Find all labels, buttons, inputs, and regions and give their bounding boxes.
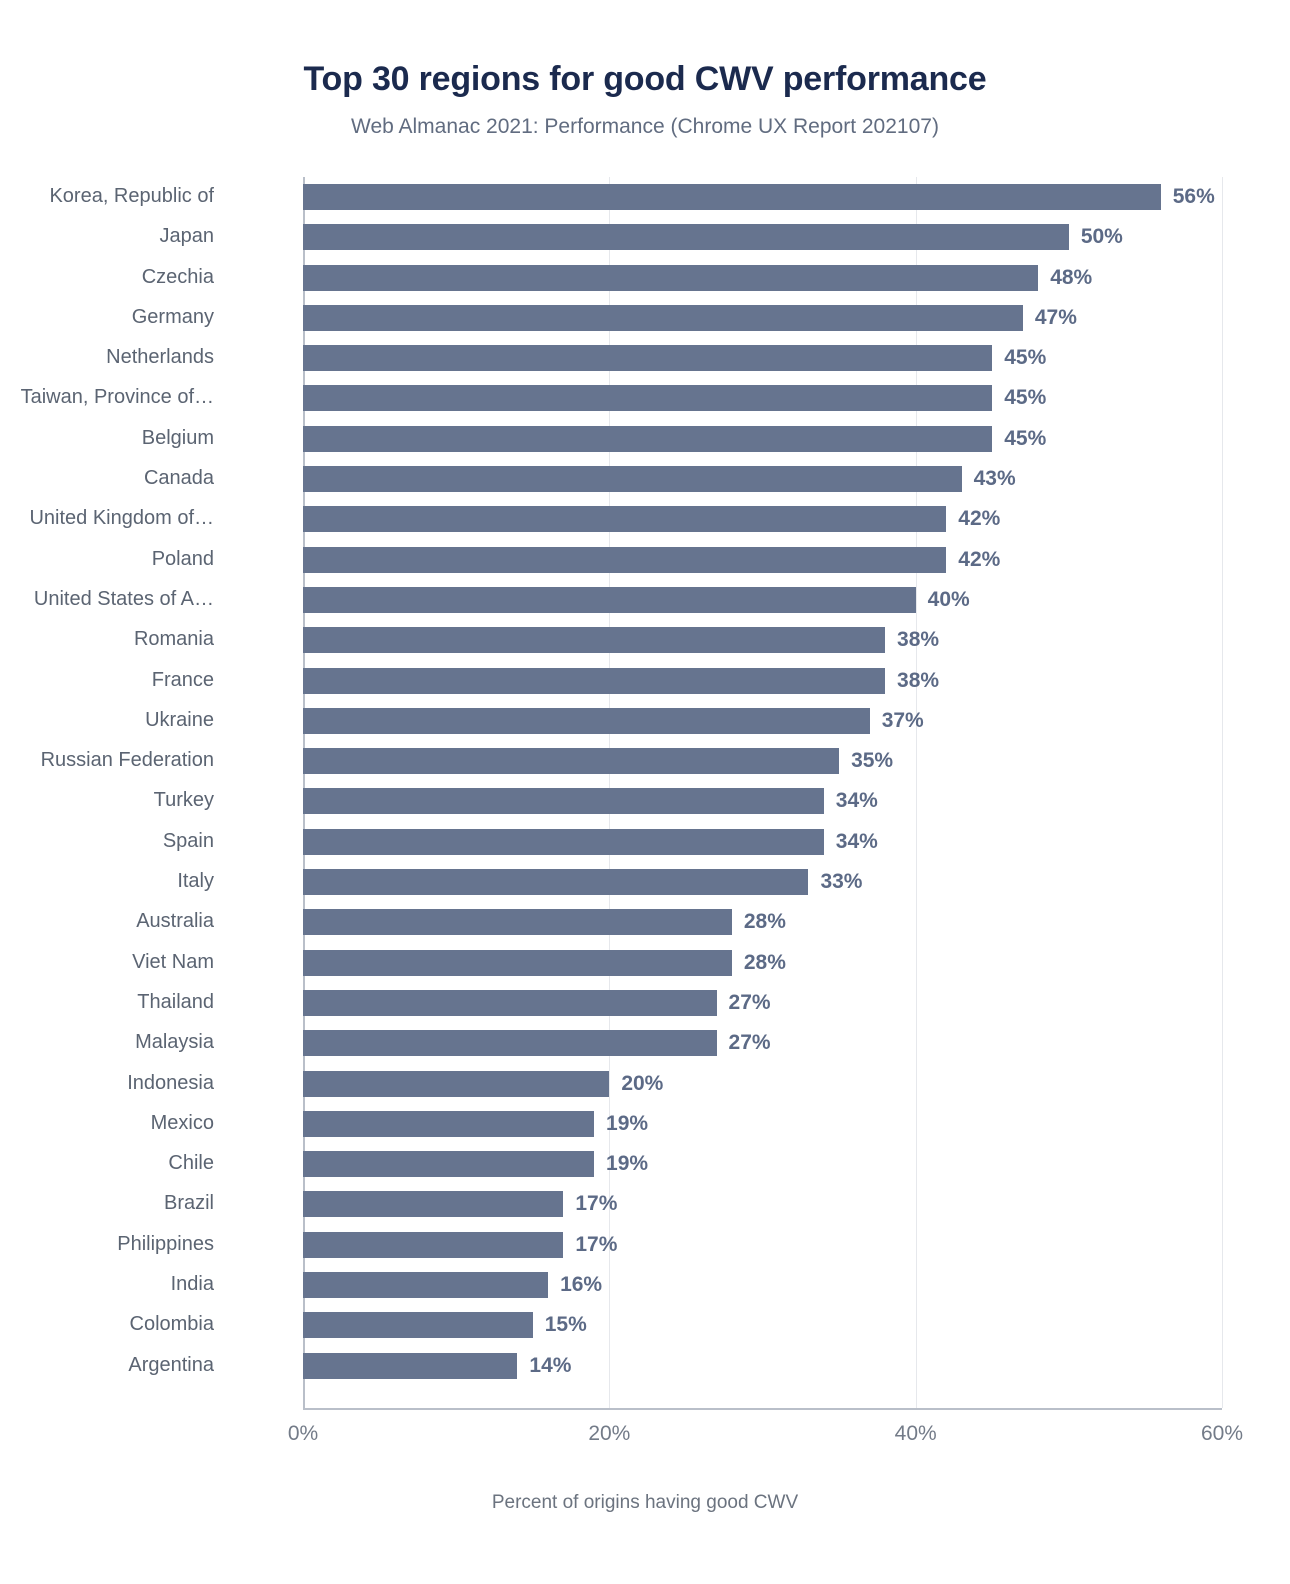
category-label: Taiwan, Province of… — [20, 386, 214, 409]
category-label: Malaysia — [135, 1031, 214, 1054]
bar[interactable] — [303, 708, 870, 734]
bar-value-label: 27% — [728, 1031, 771, 1055]
bar-value-label: 38% — [897, 628, 940, 652]
category-label: Czechia — [141, 265, 214, 288]
bar-row[interactable] — [129, 1305, 1222, 1345]
category-label: Poland — [151, 547, 214, 570]
bar[interactable] — [303, 305, 1023, 331]
category-label: Mexico — [150, 1111, 214, 1134]
category-label: Chile — [168, 1152, 214, 1175]
x-axis-line — [303, 1408, 1222, 1410]
bar[interactable] — [303, 547, 946, 573]
category-label: Colombia — [129, 1313, 214, 1336]
bar-row[interactable] — [151, 661, 1222, 701]
bar[interactable] — [303, 1071, 609, 1097]
bar-row[interactable] — [151, 540, 1222, 580]
bar-value-label: 45% — [1004, 386, 1047, 410]
category-label: Argentina — [128, 1353, 214, 1376]
bar-row[interactable] — [20, 378, 1222, 418]
page-title: Top 30 regions for good CWV performance — [303, 60, 987, 98]
x-tick-label: 0% — [287, 1422, 319, 1445]
bar-value-label: 15% — [544, 1313, 587, 1337]
bar[interactable] — [303, 869, 808, 895]
category-label: Spain — [162, 829, 214, 852]
bar-row[interactable] — [128, 1346, 1222, 1386]
category-label: Netherlands — [106, 346, 214, 369]
category-label: United Kingdom of… — [29, 507, 214, 530]
category-label: France — [151, 668, 214, 691]
x-tick-label: 60% — [1200, 1422, 1244, 1445]
bar-row[interactable] — [141, 258, 1222, 298]
category-label: Germany — [131, 305, 214, 328]
bar[interactable] — [303, 1151, 594, 1177]
bar-value-label: 28% — [743, 950, 786, 974]
bar-row[interactable] — [49, 177, 1222, 217]
bar-value-label: 17% — [575, 1192, 618, 1216]
bar[interactable] — [303, 426, 992, 452]
bar-value-label: 19% — [606, 1111, 649, 1135]
bar-value-label: 38% — [897, 668, 940, 692]
category-label: United States of A… — [33, 587, 214, 610]
bar[interactable] — [303, 950, 732, 976]
bar-row[interactable] — [163, 1184, 1222, 1224]
bar[interactable] — [303, 788, 824, 814]
bar-value-label: 40% — [927, 587, 970, 611]
bar[interactable] — [303, 385, 992, 411]
bar-value-label: 47% — [1034, 305, 1077, 329]
x-tick-label: 40% — [894, 1422, 937, 1445]
bar-row[interactable] — [127, 1064, 1222, 1104]
page-subtitle: Web Almanac 2021: Performance (Chrome UX Report 202107) — [351, 115, 939, 138]
bar-row[interactable] — [159, 217, 1222, 257]
bar-value-label: 34% — [835, 789, 878, 813]
bar-row[interactable] — [145, 701, 1222, 741]
bar[interactable] — [303, 1191, 563, 1217]
bar[interactable] — [303, 829, 824, 855]
bar-value-label: 27% — [728, 990, 771, 1014]
bar-value-label: 28% — [743, 910, 786, 934]
category-label: Australia — [136, 910, 214, 933]
category-label: Brazil — [163, 1192, 214, 1215]
category-label: Canada — [143, 467, 214, 490]
plot-area — [20, 177, 1222, 1408]
category-label: Romania — [133, 628, 214, 651]
category-label: Belgium — [141, 426, 214, 449]
category-label: Thailand — [137, 990, 214, 1013]
bar[interactable] — [303, 909, 732, 935]
bar-value-label: 50% — [1080, 225, 1123, 249]
bar[interactable] — [303, 466, 962, 492]
bar-value-label: 45% — [1004, 346, 1047, 370]
bar-value-label: 43% — [973, 467, 1016, 491]
category-label: Italy — [177, 870, 214, 893]
bar-value-label: 42% — [958, 507, 1001, 531]
bar-value-label: 42% — [958, 547, 1001, 571]
bar-row[interactable] — [131, 298, 1222, 338]
category-label: Ukraine — [145, 708, 214, 731]
gridline — [1222, 177, 1223, 1408]
bar-value-label: 19% — [606, 1152, 649, 1176]
bar-value-label: 45% — [1004, 426, 1047, 450]
x-axis-label: Percent of origins having good CWV — [491, 1492, 799, 1513]
bar-value-label: 35% — [851, 749, 894, 773]
bar-row[interactable] — [29, 499, 1222, 539]
bar-row[interactable] — [135, 1023, 1222, 1063]
category-label: India — [170, 1273, 214, 1296]
bar-value-label: 14% — [529, 1353, 572, 1377]
bar-value-label: 34% — [835, 829, 878, 853]
category-label: Viet Nam — [132, 950, 214, 973]
bar[interactable] — [303, 1272, 548, 1298]
bar[interactable] — [303, 1232, 563, 1258]
bar[interactable] — [303, 1353, 517, 1379]
bar[interactable] — [303, 668, 885, 694]
bar-row[interactable] — [141, 419, 1222, 459]
bar-row[interactable] — [33, 580, 1222, 620]
bar[interactable] — [303, 1111, 594, 1137]
bar-value-label: 48% — [1050, 265, 1093, 289]
bar-row[interactable] — [106, 338, 1222, 378]
bar-value-label: 16% — [560, 1273, 603, 1297]
category-label: Turkey — [153, 789, 214, 812]
bar-value-label: 17% — [575, 1232, 618, 1256]
bar-chart — [0, 177, 1290, 1513]
bar-row[interactable] — [40, 741, 1222, 781]
bar-value-label: 37% — [881, 708, 924, 732]
bar-row[interactable] — [133, 620, 1222, 660]
category-label: Japan — [159, 225, 214, 248]
bar[interactable] — [303, 587, 916, 613]
bar[interactable] — [303, 184, 1161, 210]
bar[interactable] — [303, 345, 992, 371]
bar[interactable] — [303, 1312, 533, 1338]
bar-value-label: 56% — [1172, 185, 1215, 208]
category-label: Philippines — [117, 1232, 214, 1255]
bar-row[interactable] — [136, 902, 1222, 942]
category-label: Russian Federation — [40, 749, 214, 772]
bar-rows — [20, 177, 1222, 1408]
bar[interactable] — [303, 1030, 717, 1056]
bar[interactable] — [303, 990, 717, 1016]
bar[interactable] — [303, 224, 1069, 250]
category-label: Korea, Republic of — [49, 185, 214, 207]
bar-value-label: 33% — [820, 870, 863, 894]
bar-row[interactable] — [132, 943, 1222, 983]
x-tick-label: 20% — [588, 1422, 631, 1445]
bar[interactable] — [303, 265, 1038, 291]
bar-row[interactable] — [170, 1265, 1222, 1305]
bar-row[interactable] — [168, 1144, 1222, 1184]
bar-row[interactable] — [177, 862, 1222, 902]
bar-row[interactable] — [143, 459, 1222, 499]
bar-row[interactable] — [137, 983, 1222, 1023]
category-label: Indonesia — [127, 1071, 214, 1094]
bar-row[interactable] — [153, 781, 1222, 821]
bar[interactable] — [303, 506, 946, 532]
bar-row[interactable] — [117, 1225, 1222, 1265]
bar[interactable] — [303, 748, 839, 774]
bar-value-label: 20% — [621, 1071, 664, 1095]
bar[interactable] — [303, 627, 885, 653]
bar-row[interactable] — [162, 822, 1222, 862]
bar-row[interactable] — [150, 1104, 1222, 1144]
